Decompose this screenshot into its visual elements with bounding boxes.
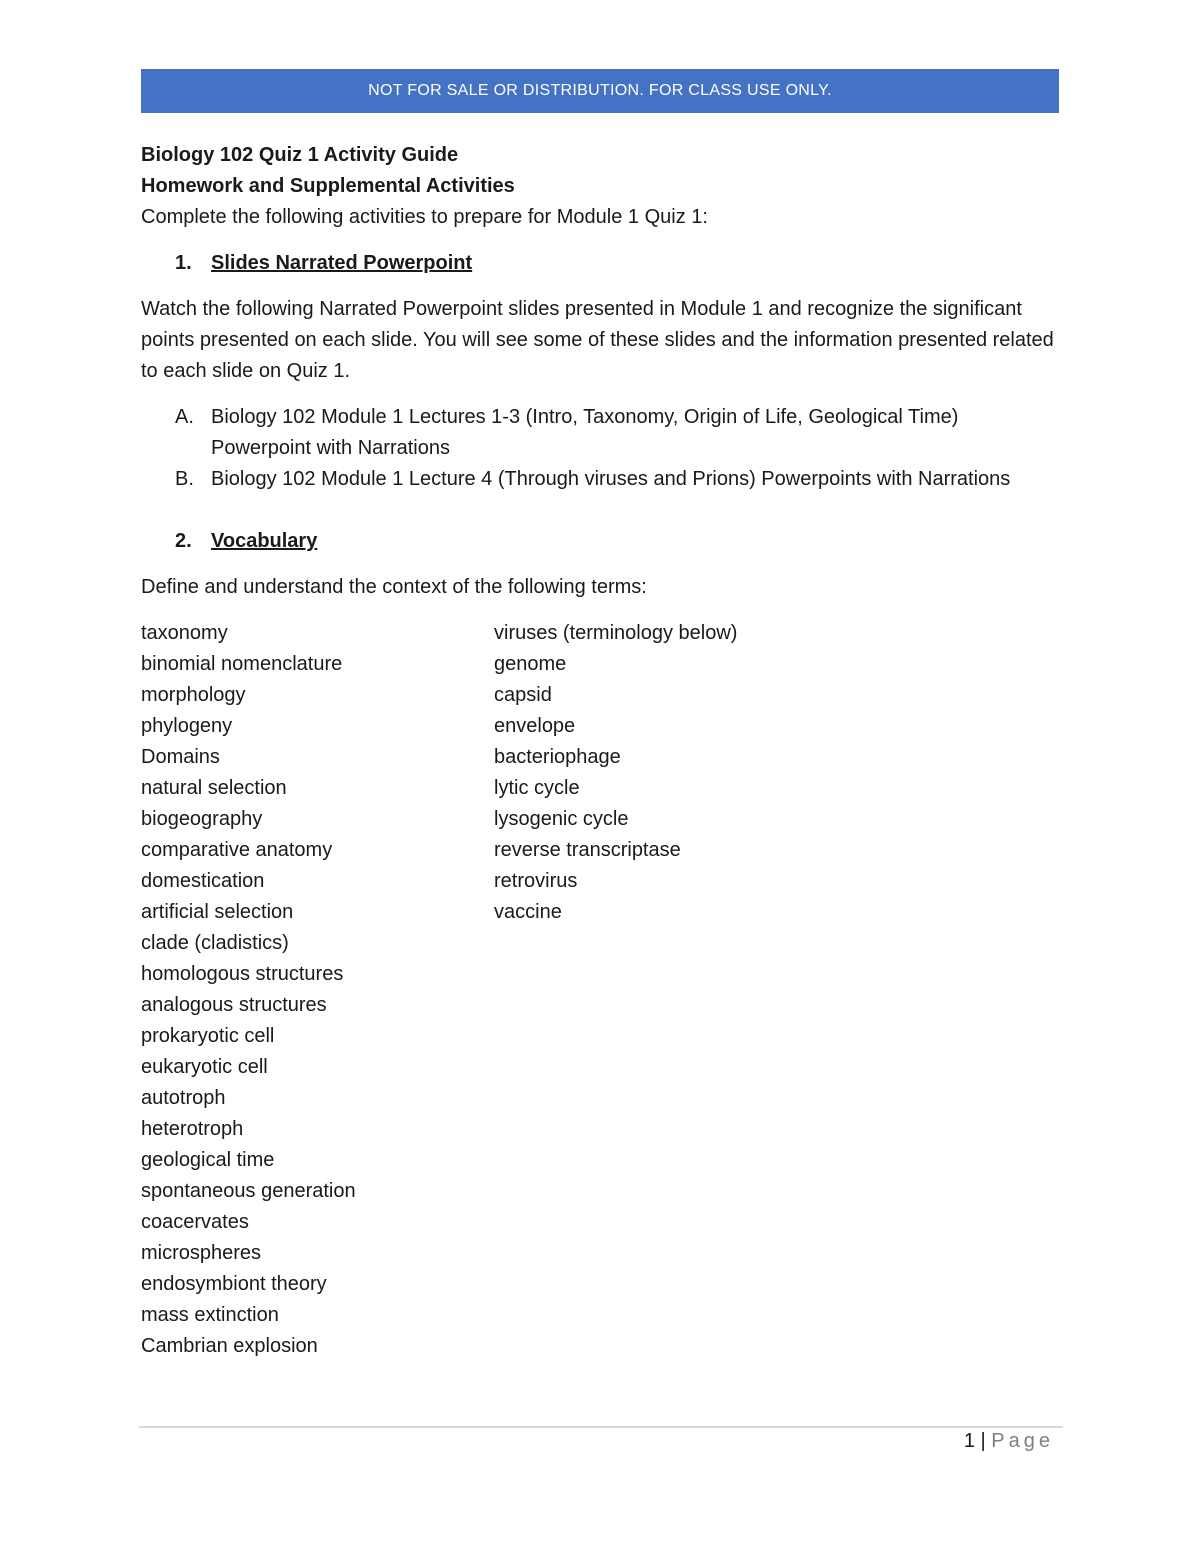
vocab-term: morphology [141,684,246,706]
section-1-title: Slides Narrated Powerpoint [211,252,473,274]
vocab-term: endosymbiont theory [141,1273,327,1295]
page-label: Page [991,1430,1054,1452]
vocab-term: mass extinction [141,1304,279,1326]
vocab-term: eukaryotic cell [141,1056,268,1078]
vocab-term: comparative anatomy [141,839,333,861]
vocab-term: clade (cladistics) [141,932,289,954]
section-2-title: Vocabulary [211,530,318,552]
vocab-term: retrovirus [494,870,578,892]
vocab-term: homologous structures [141,963,344,985]
vocab-term: natural selection [141,777,287,799]
vocab-term: lysogenic cycle [494,808,629,830]
document-body [141,140,1061,1362]
footer-divider [139,1426,1063,1428]
vocabulary-column-2 [494,618,737,1362]
vocab-term: genome [494,653,567,675]
vocab-term: spontaneous generation [141,1180,356,1202]
vocab-term: bacteriophage [494,746,621,768]
page-number: 1 [963,1430,975,1452]
vocab-term: taxonomy [141,622,228,644]
vocab-term: artificial selection [141,901,294,923]
list-item-text: Biology 102 Module 1 Lecture 4 (Through viruses and Prions) Powerpoints with Narrations [211,468,1011,490]
vocab-term: analogous structures [141,994,327,1016]
list-item [141,402,1061,464]
vocabulary-list [141,618,1061,1362]
list-item [141,464,1061,495]
section-1-heading [141,248,1061,279]
vocab-term: biogeography [141,808,263,830]
vocab-term: Cambrian explosion [141,1335,318,1357]
page-footer [964,1430,1054,1453]
vocab-term: lytic cycle [494,777,580,799]
vocab-term: viruses (terminology below) [494,622,738,644]
section-1-number: 1. [175,252,192,274]
vocab-term: autotroph [141,1087,226,1109]
section-1-list [141,402,1061,495]
section-1-paragraph: Watch the following Narrated Powerpoint slides presented in Module 1 and recognize the significant points presented on each slide. You will see some of these slides and the information presented related to each slide on Quiz 1. [141,298,1054,382]
vocab-term: binomial nomenclature [141,653,343,675]
vocab-term: capsid [494,684,552,706]
vocab-term: prokaryotic cell [141,1025,275,1047]
vocab-term: phylogeny [141,715,233,737]
list-item-label: A. [175,406,194,428]
list-item-label: B. [175,468,194,490]
distribution-banner: NOT FOR SALE OR DISTRIBUTION. FOR CLASS USE ONLY. [141,69,1059,113]
list-item-text: Biology 102 Module 1 Lectures 1-3 (Intro, Taxonomy, Origin of Life, Geological Time) Powerpoint with Narrations [211,406,959,459]
vocab-term: domestication [141,870,265,892]
vocab-term: microspheres [141,1242,262,1264]
vocab-term: heterotroph [141,1118,244,1140]
section-2-heading [141,526,1061,557]
section-2-number: 2. [175,530,192,552]
document-title: Biology 102 Quiz 1 Activity Guide [141,144,459,166]
vocab-term: coacervates [141,1211,249,1233]
intro-text: Complete the following activities to prepare for Module 1 Quiz 1: [141,206,708,228]
vocab-term: Domains [141,746,220,768]
section-2-paragraph: Define and understand the context of the following terms: [141,576,647,598]
document-subtitle: Homework and Supplemental Activities [141,175,515,197]
vocab-term: envelope [494,715,576,737]
vocab-term: vaccine [494,901,562,923]
vocab-term: geological time [141,1149,275,1171]
footer-separator: | [980,1430,986,1452]
vocabulary-column-1 [141,618,494,1362]
vocab-term: reverse transcriptase [494,839,681,861]
